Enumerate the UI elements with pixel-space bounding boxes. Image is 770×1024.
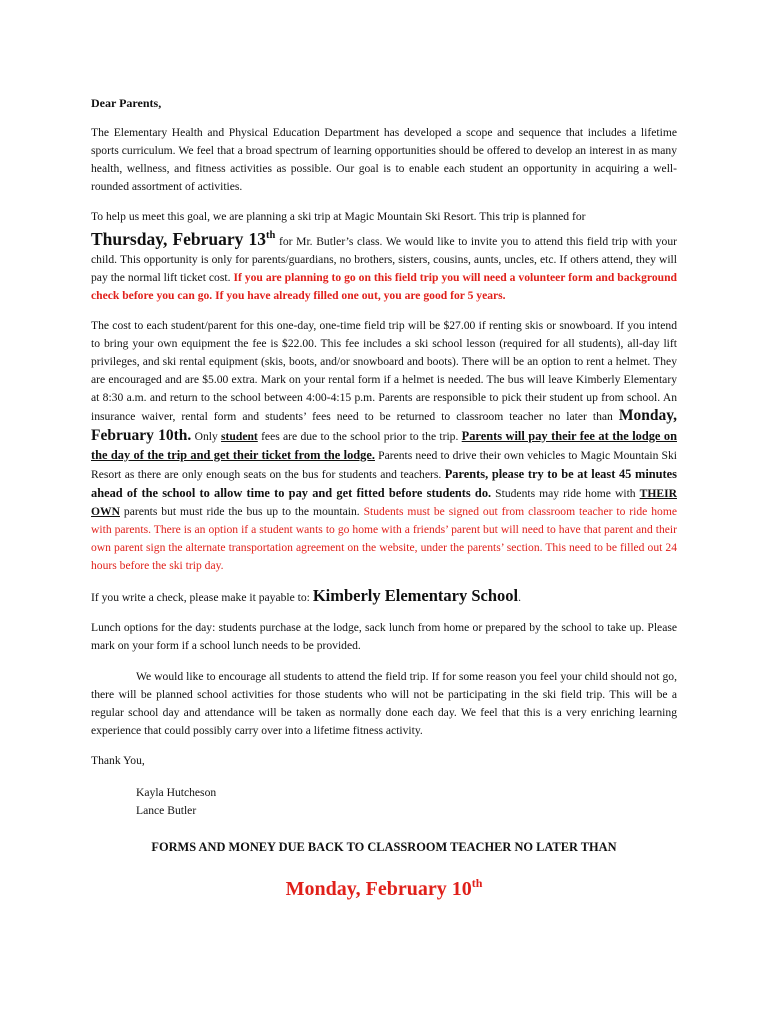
lunch-paragraph: Lunch options for the day: students purchase at the lodge, sack lunch from home or prepared by the school to take up. Please mark on your form if a school lunch needs to be provided. bbox=[91, 621, 677, 653]
check-period: . bbox=[518, 591, 522, 605]
cost-text-3: fees are due to the school prior to the trip. bbox=[257, 429, 462, 443]
volunteer-warning: If you are planning to go on this field trip you will need a volunteer form and background check before you can go. If you have already filled one out, you are good for 5 years. bbox=[91, 270, 678, 302]
signer-name: Kayla Hutcheson bbox=[136, 786, 217, 799]
final-due-date bbox=[69, 874, 699, 901]
trip-intro-text: To help us meet this goal, we are planning a ski trip at Magic Mountain Ski Resort. This trip is planned for bbox=[91, 210, 586, 224]
letter bbox=[91, 94, 678, 901]
check-text: If you write a check, please make it payable to: bbox=[91, 591, 313, 605]
trip-date-main: Thursday, February 13 bbox=[91, 228, 267, 249]
final-date-main: Monday, February 10 bbox=[285, 878, 472, 901]
cost-text-4: Parents need to drive their own vehicles to Magic Mountain Ski Resort as there are only enough seats on the bus for students and teachers. bbox=[91, 448, 678, 481]
trip-details-text: for Mr. Butler’s class. We would like to invite you to attend this field trip with your child. This opportunity is only for parents/guardians, no brothers, sisters, cousins, aunts, uncles, etc. If others attend, they will pay the normal lift ticket cost. bbox=[91, 234, 677, 284]
cost-text-5: Students may ride home with bbox=[491, 486, 640, 500]
forms-due-heading: FORMS AND MONEY DUE BACK TO CLASSROOM TEACHER NO LATER THAN bbox=[151, 840, 617, 854]
due-date-inline: Monday, February 10th. bbox=[91, 407, 677, 444]
trip-paragraph bbox=[91, 208, 677, 304]
school-name: Kimberly Elementary School bbox=[312, 586, 519, 606]
their-own-emphasis: THEIR OWN bbox=[91, 486, 677, 518]
trip-date-suffix: th bbox=[266, 229, 276, 241]
final-date-suffix: th bbox=[471, 876, 483, 891]
lodge-notice: Parents will pay their fee at the lodge on the day of the trip and get their ticket from the lodge. bbox=[91, 428, 678, 462]
closing: Thank You, bbox=[91, 753, 145, 767]
signout-notice: Students must be signed out from classroom teacher to ride home with parents. There is an option if a student wants to go home with a friends’ parent but will need to have that parent and their own parent sign the alternate transportation agreement on the website, under the parents’ section. This need to be filled out 24 hours before the ski trip day. bbox=[91, 504, 677, 573]
cost-paragraph bbox=[91, 317, 677, 575]
encourage-paragraph: We would like to encourage all students to attend the field trip. If for some reason you feel your child should not go, there will be planned school activities for those students who will not be participating in the ski field trip. This will be a regular school day and attendance will be taken as normally done each day. We feel that this is a very enriching learning experience that could possibly carry over into a lifetime fitness activity. bbox=[91, 669, 677, 737]
student-emphasis: student bbox=[221, 429, 258, 443]
salutation: Dear Parents, bbox=[91, 96, 162, 110]
arrival-notice: Parents, please try to be at least 45 minutes ahead of the school to allow time to pay and get fitted before students do. bbox=[91, 466, 677, 500]
cost-text: The cost to each student/parent for this one-day, one-time field trip will be $27.00 if renting skis or snowboard. If you intend to bring your own equipment the fee is $22.00. This fee includes a ski school lesson (required for all students), all-day lift privileges, and ski rental equipment (skis, boots, and/or snowboard and boots). There will be an option to rent a helmet. They are encouraged and are $5.00 extra. Mark on your rental form if a helmet is needed. The bus will leave Kimberly Elementary at 8:30 a.m. and return to the school between 4:00-4:15 p.m. Parents are responsible to pick their student up from school. An insurance waiver, rental form and students’ fees need to be returned to classroom teacher no later than bbox=[91, 318, 677, 424]
check-paragraph bbox=[91, 587, 677, 607]
intro-paragraph: The Elementary Health and Physical Education Department has developed a scope and sequence that includes a lifetime sports curriculum. We feel that a broad spectrum of learning opportunities should be offered to develop an interest in as many health, wellness, and fitness activities as possible. Our goal is to enable each student an opportunity in acquiring a well-rounded assortment of activities. bbox=[91, 126, 677, 194]
signer-name: Lance Butler bbox=[136, 804, 197, 817]
cost-text-6: parents but must ride the bus up to the mountain. bbox=[119, 504, 364, 518]
cost-text-2: Only bbox=[191, 429, 222, 443]
trip-date bbox=[91, 229, 275, 249]
